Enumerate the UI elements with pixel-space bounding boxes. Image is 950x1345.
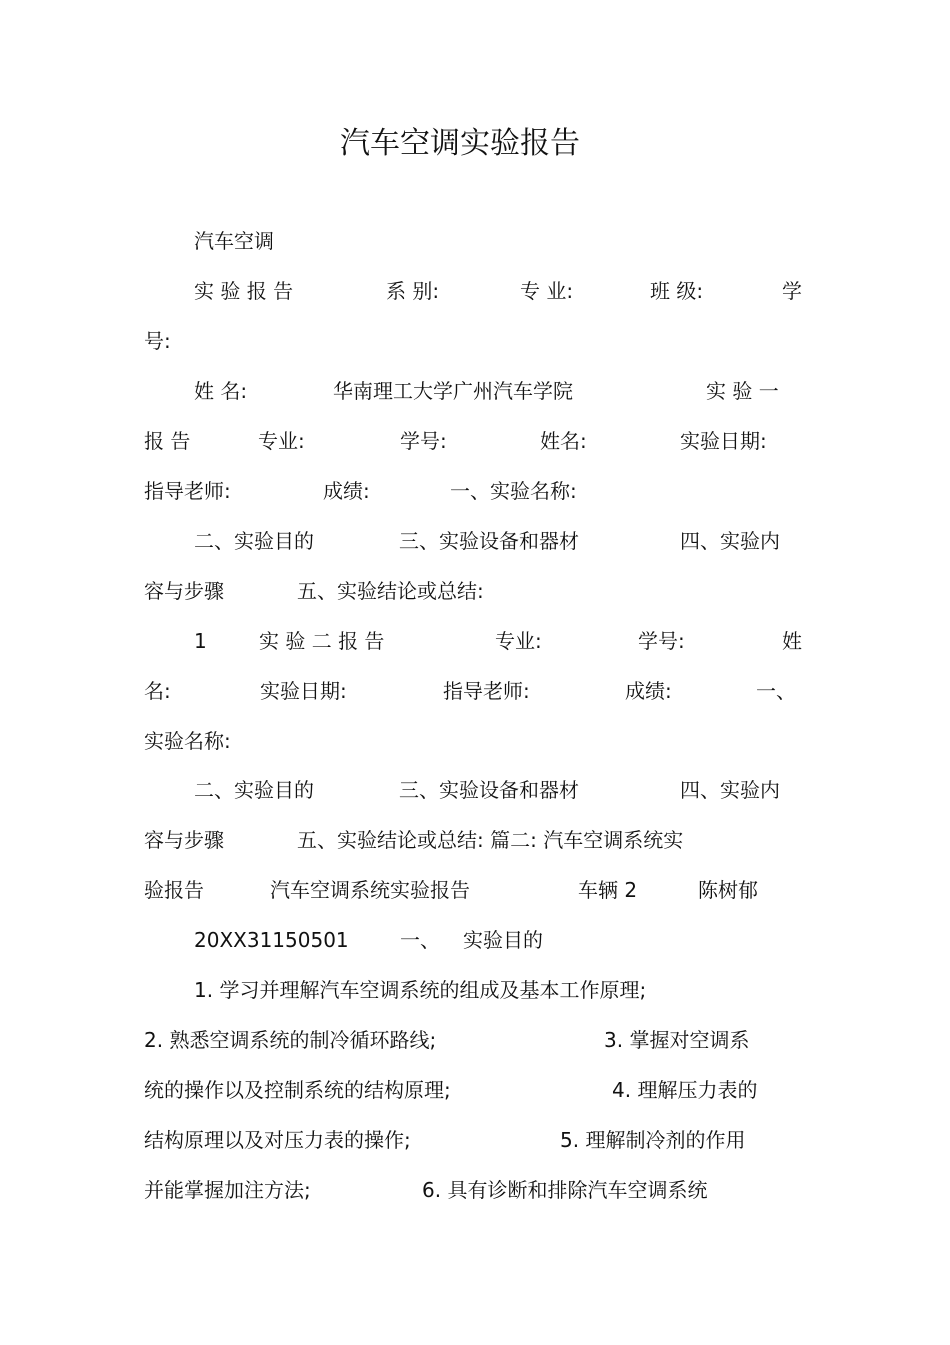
text-segment: 容与步骤: [144, 828, 224, 852]
text-segment: 结构原理以及对压力表的操作;: [144, 1128, 411, 1152]
text-segment: 报 告: [144, 429, 191, 453]
text-segment: 号:: [144, 329, 171, 353]
text-line: [0, 973, 950, 1007]
text-segment: 1. 学习并理解汽车空调系统的组成及基本工作原理;: [194, 978, 647, 1002]
text-segment: 华南理工大学广州汽车学院: [333, 379, 573, 403]
text-segment: 姓名:: [540, 429, 587, 453]
text-segment: 系 别:: [386, 279, 440, 303]
text-segment: 学: [782, 279, 802, 303]
text-segment: 成绩:: [323, 479, 370, 503]
text-line: [0, 1173, 950, 1207]
text-line: [0, 923, 950, 957]
text-segment: 学号:: [638, 629, 685, 653]
text-line: [0, 724, 950, 758]
text-line: [0, 574, 950, 608]
text-segment: 指导老师:: [443, 679, 530, 703]
text-segment: 姓: [782, 629, 802, 653]
text-segment: 成绩:: [625, 679, 672, 703]
text-segment: 指导老师:: [144, 479, 231, 503]
text-segment: 2. 熟悉空调系统的制冷循环路线;: [144, 1028, 437, 1052]
text-line: [0, 374, 950, 408]
text-segment: 三、实验设备和器材: [399, 529, 579, 553]
text-segment: 验报告: [144, 878, 204, 902]
text-segment: 容与步骤: [144, 579, 224, 603]
text-line: [0, 1023, 950, 1057]
text-segment: 统的操作以及控制系统的结构原理;: [144, 1078, 451, 1102]
text-segment: 实 验 一: [706, 379, 779, 403]
text-segment: 二、实验目的: [194, 778, 314, 802]
text-line: [0, 773, 950, 807]
text-segment: 实 验 报 告: [194, 279, 294, 303]
text-segment: 四、实验内: [680, 778, 780, 802]
text-segment: 实验日期:: [680, 429, 767, 453]
text-line: [0, 224, 950, 258]
text-segment: 三、实验设备和器材: [399, 778, 579, 802]
text-segment: 6. 具有诊断和排除汽车空调系统: [422, 1178, 708, 1202]
text-segment: 车辆 2: [578, 878, 638, 902]
text-line: [0, 1073, 950, 1107]
text-line: [0, 524, 950, 558]
text-segment: 汽车空调: [194, 229, 274, 253]
text-line: [0, 424, 950, 458]
text-segment: 一、实验名称:: [450, 479, 577, 503]
text-segment: 姓 名:: [194, 379, 248, 403]
text-segment: 4. 理解压力表的: [612, 1078, 758, 1102]
text-segment: 并能掌握加注方法;: [144, 1178, 311, 1202]
text-line: [0, 823, 950, 857]
text-segment: 一、: [400, 928, 440, 952]
document-title: 汽车空调实验报告: [340, 126, 580, 161]
text-segment: 陈树郁: [698, 878, 758, 902]
text-segment: 汽车空调系统实验报告: [270, 878, 470, 902]
text-segment: 1: [194, 629, 207, 653]
text-segment: 班 级:: [650, 279, 704, 303]
text-line: [0, 274, 950, 308]
text-segment: 四、实验内: [680, 529, 780, 553]
text-segment: 实验日期:: [260, 679, 347, 703]
text-segment: 3. 掌握对空调系: [604, 1028, 750, 1052]
text-segment: 学号:: [400, 429, 447, 453]
text-line: [0, 674, 950, 708]
text-segment: 五、实验结论或总结:: [297, 579, 484, 603]
text-segment: 实 验 二 报 告: [259, 629, 385, 653]
text-line: [0, 624, 950, 658]
text-line: [0, 324, 950, 358]
text-segment: 二、实验目的: [194, 529, 314, 553]
text-segment: 专业:: [495, 629, 542, 653]
text-segment: 实验名称:: [144, 729, 231, 753]
text-segment: 专业:: [258, 429, 305, 453]
text-segment: 五、实验结论或总结: 篇二: 汽车空调系统实: [297, 828, 684, 852]
text-segment: 实验目的: [463, 928, 543, 952]
text-segment: 一、: [756, 679, 796, 703]
text-segment: 名:: [144, 679, 171, 703]
text-segment: 专 业:: [520, 279, 574, 303]
text-segment: 5. 理解制冷剂的作用: [560, 1128, 746, 1152]
text-line: [0, 474, 950, 508]
text-segment: 20XX31150501: [194, 928, 349, 952]
text-line: [0, 1123, 950, 1157]
text-line: [0, 873, 950, 907]
